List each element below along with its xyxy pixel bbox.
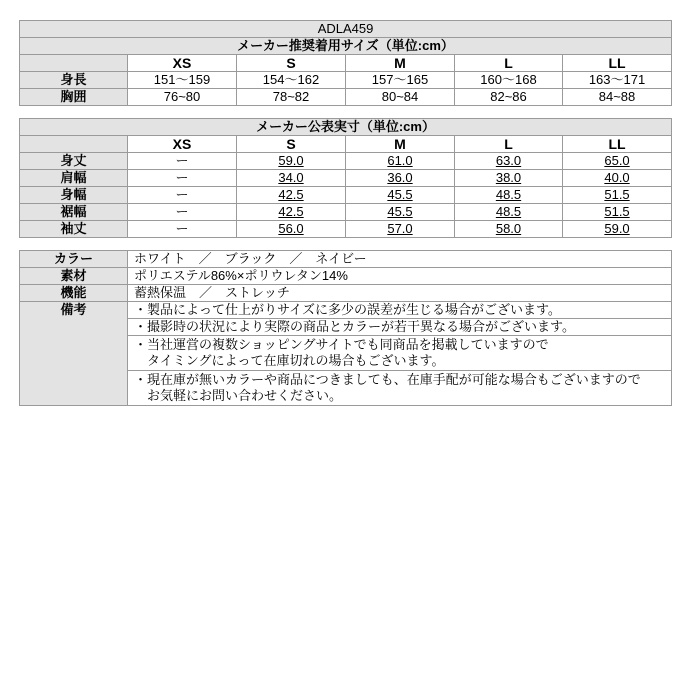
note-line: ・現在庫が無いカラーや商品につきましても、在庫手配が可能な場合もございますので: [134, 372, 641, 387]
size-header: XS: [128, 136, 237, 153]
note-block: [128, 371, 672, 406]
measure-value: 38.0: [455, 170, 563, 187]
measure-value: 56.0: [237, 221, 346, 238]
row-label: 身幅: [20, 187, 128, 204]
size-header-row: [20, 55, 672, 72]
size-header: LL: [563, 136, 672, 153]
size-value: 78~82: [237, 89, 346, 106]
note-line: お気軽にお問い合わせください。: [147, 388, 343, 403]
table-row: [20, 221, 672, 238]
size-header: M: [346, 136, 455, 153]
measure-value: 59.0: [563, 221, 672, 238]
note-line: ・撮影時の状況により実際の商品とカラーが若干異なる場合がございます。: [128, 319, 672, 336]
function-value: 蓄熱保温 ／ ストレッチ: [128, 285, 672, 302]
size-value: 80~84: [346, 89, 455, 106]
size-value: 84~88: [563, 89, 672, 106]
product-code: ADLA459: [20, 21, 672, 38]
row-label: 肩幅: [20, 170, 128, 187]
note-block: [128, 336, 672, 371]
measure-value: 65.0: [563, 153, 672, 170]
measure-value: ー: [128, 187, 237, 204]
size-value: 151～159: [128, 72, 237, 89]
material-value: ポリエステル86%×ポリウレタン14%: [128, 268, 672, 285]
size-value: 163～171: [563, 72, 672, 89]
table-row: [20, 187, 672, 204]
measure-value: 59.0: [237, 153, 346, 170]
size-value: 76~80: [128, 89, 237, 106]
size-value: 157～165: [346, 72, 455, 89]
measure-value: ー: [128, 204, 237, 221]
material-label: 素材: [20, 268, 128, 285]
measure-value: 57.0: [346, 221, 455, 238]
measure-value: 36.0: [346, 170, 455, 187]
row-label: 袖丈: [20, 221, 128, 238]
measure-value: 45.5: [346, 187, 455, 204]
size-value: 154～162: [237, 72, 346, 89]
size-header: S: [237, 55, 346, 72]
row-label: 胸囲: [20, 89, 128, 106]
measure-value: 58.0: [455, 221, 563, 238]
size-value: 160～168: [455, 72, 563, 89]
size-header: S: [237, 136, 346, 153]
color-value: ホワイト ／ ブラック ／ ネイビー: [128, 251, 672, 268]
size-header-row: [20, 136, 672, 153]
measure-value: 40.0: [563, 170, 672, 187]
table-row: [20, 170, 672, 187]
table-row: [20, 204, 672, 221]
row-label: 裾幅: [20, 204, 128, 221]
table-row: [20, 302, 672, 319]
size-header: XS: [128, 55, 237, 72]
measure-value: 51.5: [563, 204, 672, 221]
size-value: 82~86: [455, 89, 563, 106]
size-header: L: [455, 136, 563, 153]
product-info-table: [19, 250, 672, 406]
table-row: [20, 251, 672, 268]
measure-value: 48.5: [455, 204, 563, 221]
table-row: [20, 89, 672, 106]
empty-corner-cell: [20, 55, 128, 72]
size-header: LL: [563, 55, 672, 72]
table-row: [20, 72, 672, 89]
measure-value: 42.5: [237, 187, 346, 204]
notes-label: 備考: [20, 302, 128, 406]
color-label: カラー: [20, 251, 128, 268]
empty-corner-cell: [20, 136, 128, 153]
measure-value: 42.5: [237, 204, 346, 221]
measure-value: 61.0: [346, 153, 455, 170]
size-header: M: [346, 55, 455, 72]
actual-size-title: メーカー公表実寸（単位:cm）: [20, 119, 672, 136]
measure-value: ー: [128, 170, 237, 187]
recommended-size-title: メーカー推奨着用サイズ（単位:cm）: [20, 38, 672, 55]
measure-value: 34.0: [237, 170, 346, 187]
function-label: 機能: [20, 285, 128, 302]
table-row: [20, 153, 672, 170]
note-line: タイミングによって在庫切れの場合もございます。: [147, 353, 445, 368]
note-line: ・製品によって仕上がりサイズに多少の誤差が生じる場合がございます。: [128, 302, 672, 319]
measure-value: 63.0: [455, 153, 563, 170]
measure-value: 51.5: [563, 187, 672, 204]
actual-size-table: [19, 118, 672, 238]
measure-value: 45.5: [346, 204, 455, 221]
measure-value: ー: [128, 153, 237, 170]
table-row: [20, 285, 672, 302]
note-line: ・当社運営の複数ショッピングサイトでも同商品を掲載していますので: [134, 337, 549, 352]
measure-value: ー: [128, 221, 237, 238]
recommended-size-table: [19, 20, 672, 106]
row-label: 身丈: [20, 153, 128, 170]
table-row: [20, 268, 672, 285]
row-label: 身長: [20, 72, 128, 89]
measure-value: 48.5: [455, 187, 563, 204]
size-header: L: [455, 55, 563, 72]
